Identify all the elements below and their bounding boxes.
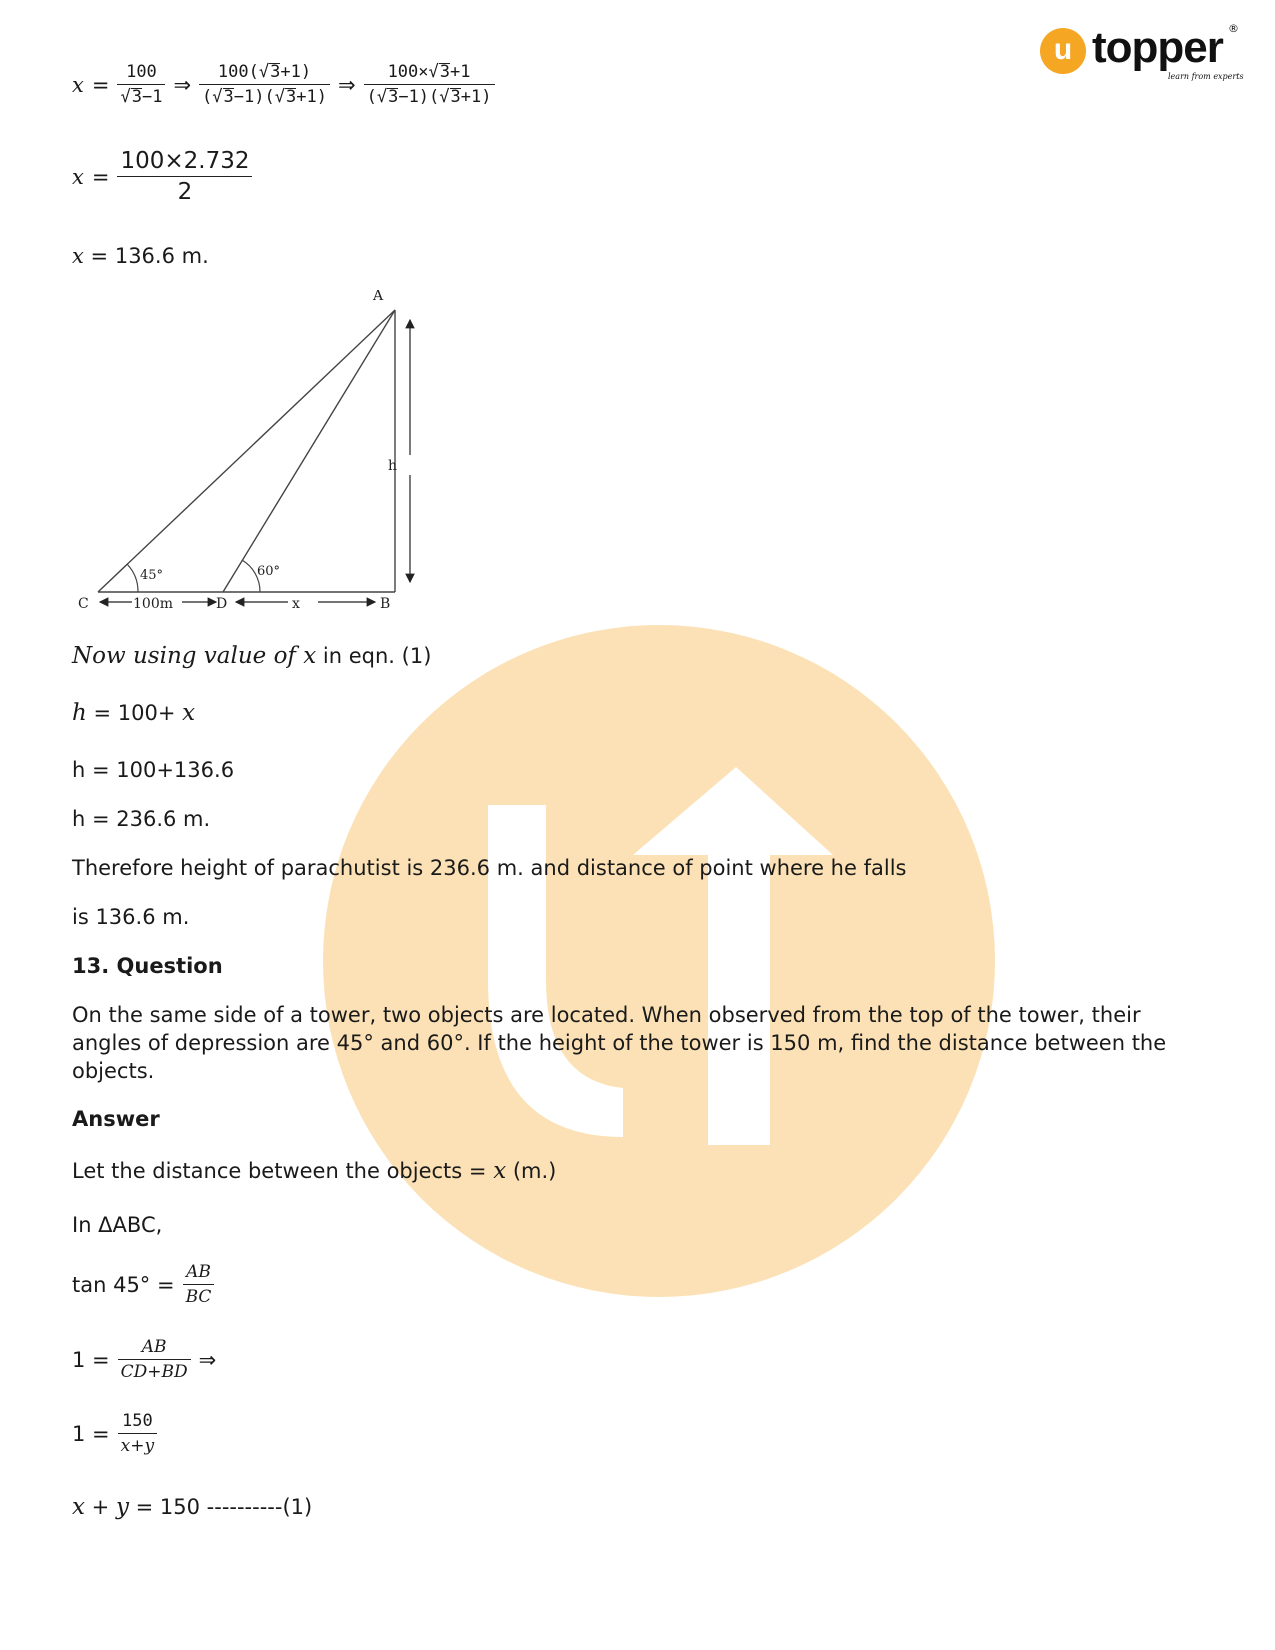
tower-diagram bbox=[70, 290, 440, 620]
let-distance-line: Let the distance between the objects = x (m.) bbox=[72, 1158, 557, 1184]
now-using-line: Now using value of x in eqn. (1) bbox=[72, 643, 432, 669]
brand-name: topper bbox=[1092, 23, 1223, 72]
label-x: x bbox=[292, 596, 300, 612]
label-A: A bbox=[373, 290, 384, 304]
equation-x-rationalize: x = $\frac{100}{√3-1}$ ⇒ $\frac{100(√3+1)}{(√3-1)(√3+1)}$ ⇒ $\frac{100\times√3+1}{(√3-1)(√3+1)}$ bbox=[72, 62, 495, 107]
label-C: C bbox=[78, 596, 89, 612]
label-angle-60: 60° bbox=[257, 564, 281, 579]
one-equals-150-xy: 1 = $\frac{150}{x+y}$ bbox=[72, 1411, 157, 1456]
brand-tagline: learn from experts bbox=[1168, 72, 1244, 81]
question-heading: 13. Question bbox=[72, 954, 223, 978]
label-h: h bbox=[388, 458, 398, 474]
fraction-3: $\frac{100\times√3+1}{(√3-1)(√3+1)}$ bbox=[364, 62, 495, 107]
tan45-equation: tan 45° = $\frac{AB}{BC}$ bbox=[72, 1262, 214, 1307]
h-equation: h = 100+ x bbox=[72, 700, 196, 726]
equation-one: x + y = 150 ----------(1) bbox=[72, 1494, 313, 1520]
label-B: B bbox=[380, 596, 391, 612]
fraction-2: $\frac{100(√3+1)}{(√3-1)(√3+1)}$ bbox=[199, 62, 330, 107]
label-D: D bbox=[216, 596, 228, 612]
one-equals-ab-cd-bd: 1 = $\frac{AB}{CD+BD}$ ⇒ bbox=[72, 1337, 217, 1382]
in-triangle-abc: In ΔABC, bbox=[72, 1213, 163, 1237]
fraction-1: $\frac{100}{√3-1}$ bbox=[117, 62, 165, 107]
h-result: h = 236.6 m. bbox=[72, 807, 211, 831]
brand-reg-mark: ® bbox=[1228, 22, 1239, 35]
line-da bbox=[223, 310, 398, 592]
fraction-numeric: $\frac{100\times 2.732}{2}$ bbox=[117, 148, 252, 205]
watermark-logo bbox=[323, 625, 995, 1297]
answer-heading: Answer bbox=[72, 1107, 160, 1131]
therefore-line-1: Therefore height of parachutist is 236.6 m. and distance of point where he falls bbox=[72, 856, 907, 880]
brand-logo bbox=[1040, 22, 1244, 86]
label-100m: 100m bbox=[133, 596, 173, 612]
line-ca bbox=[98, 310, 398, 592]
question-text: On the same side of a tower, two objects are located. When observed from the top of the tower, their angles of depression are 45° and 60°. If the height of the tower is 150 m, find the distance between the objects. bbox=[72, 1003, 1167, 1083]
h-sum: h = 100+136.6 bbox=[72, 758, 235, 782]
arc-45 bbox=[127, 564, 138, 592]
therefore-line-2: is 136.6 m. bbox=[72, 905, 190, 929]
equation-x-result: x = 136.6 m. bbox=[72, 244, 209, 268]
brand-logo-circle bbox=[1040, 28, 1086, 74]
equation-x-numeric: x = $\frac{100\times 2.732}{2}$ bbox=[72, 148, 252, 205]
brand-logo-letter: u bbox=[1053, 33, 1073, 66]
label-angle-45: 45° bbox=[140, 568, 164, 583]
